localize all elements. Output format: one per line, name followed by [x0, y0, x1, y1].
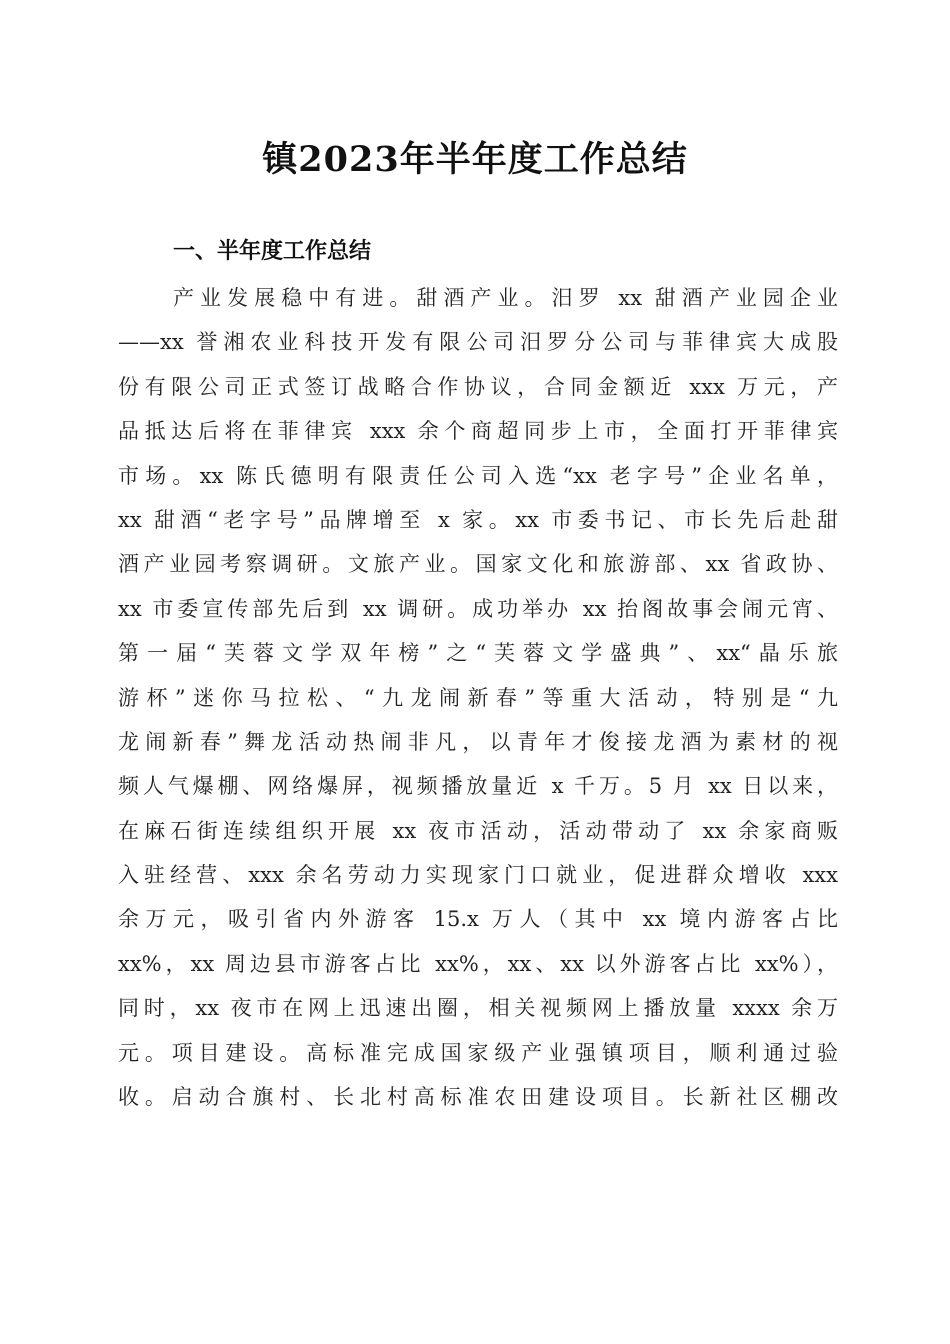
paragraph-line: xx%，xx 周边县市游客占比 xx%，xx、xx 以外游客占比 xx%），	[118, 951, 838, 976]
body-paragraph	[118, 276, 838, 1119]
paragraph-line: 产业发展稳中有进。甜酒产业。汨罗 xx 甜酒产业园企业	[173, 286, 838, 310]
paragraph-line: 品抵达后将在菲律宾 xxx 余个商超同步上市，全面打开菲律宾	[118, 419, 838, 444]
paragraph-line: ——xx 誉湘农业科技开发有限公司汨罗分公司与菲律宾大成股	[118, 330, 838, 355]
paragraph-line: 市场。xx 陈氏德明有限责任公司入选“xx 老字号”企业名单，	[118, 463, 838, 488]
paragraph-line: 游杯”迷你马拉松、“九龙闹新春”等重大活动，特别是“九	[118, 685, 838, 710]
paragraph-line: 收。启动合旗村、长北村高标准农田建设项目。长新社区棚改	[118, 1085, 838, 1110]
paragraph-line: 龙闹新春”舞龙活动热闹非凡，以青年才俊接龙酒为素材的视	[118, 729, 838, 754]
paragraph-line: 频人气爆棚、网络爆屏，视频播放量近 x 千万。5 月 xx 日以来，	[118, 774, 838, 799]
paragraph-line: 余万元，吸引省内外游客 15.x 万人（其中 xx 境内游客占比	[118, 907, 838, 932]
paragraph-line: 酒产业园考察调研。文旅产业。国家文化和旅游部、xx 省政协、	[118, 552, 838, 577]
paragraph-line: 份有限公司正式签订战略合作协议，合同金额近 xxx 万元，产	[118, 374, 838, 399]
paragraph-line: 在麻石街连续组织开展 xx 夜市活动，活动带动了 xx 余家商贩	[118, 818, 838, 843]
paragraph-line: 入驻经营、xxx 余名劳动力实现家门口就业，促进群众增收 xxx	[118, 863, 838, 888]
paragraph-line: 第一届“芙蓉文学双年榜”之“芙蓉文学盛典”、xx“晶乐旅	[118, 641, 838, 666]
document-title: 镇2023年半年度工作总结	[262, 139, 688, 180]
paragraph-line: xx 甜酒“老字号”品牌增至 x 家。xx 市委书记、市长先后赴甜	[118, 507, 838, 532]
section-heading: 一、半年度工作总结	[173, 239, 372, 264]
paragraph-line: 元。项目建设。高标准完成国家级产业强镇项目，顺利通过验	[118, 1040, 838, 1065]
paragraph-line: xx 市委宣传部先后到 xx 调研。成功举办 xx 抬阁故事会闹元宵、	[118, 596, 838, 621]
paragraph-line: 同时，xx 夜市在网上迅速出圈，相关视频网上播放量 xxxx 余万	[118, 996, 838, 1021]
